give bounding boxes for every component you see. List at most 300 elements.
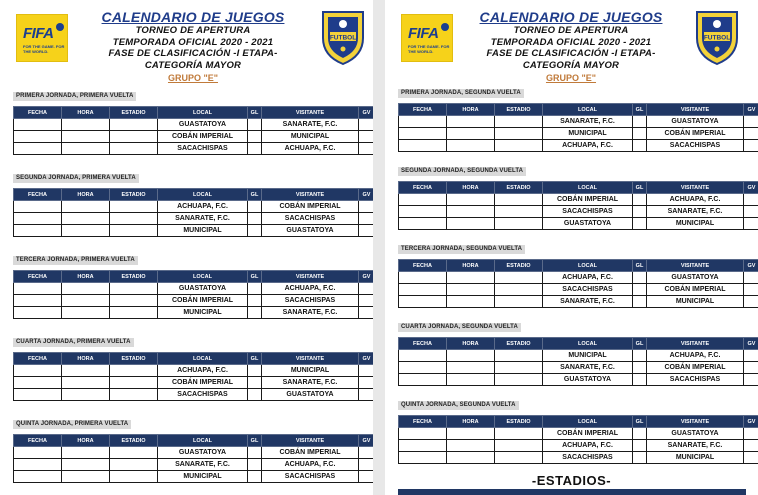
fecha-cell <box>14 447 62 459</box>
table-row <box>14 459 374 471</box>
table-header-row <box>14 189 374 201</box>
page-title: CALENDARIO DE JUEGOS <box>101 9 285 25</box>
matchday-label: CUARTA JORNADA, PRIMERA VUELTA <box>13 338 134 347</box>
estadio-cell <box>110 471 158 483</box>
local-team-cell: SANARATE, F.C. <box>543 362 633 374</box>
visitor-team-cell: GUASTATOYA <box>262 225 359 237</box>
visitor-team-cell: GUASTATOYA <box>647 116 744 128</box>
hora-cell <box>447 194 495 206</box>
visitor-team-cell: ACHUAPA, F.C. <box>647 350 744 362</box>
local-team-cell: SANARATE, F.C. <box>158 459 248 471</box>
column-header: VISITANTE <box>647 416 744 428</box>
column-header: LOCAL <box>158 353 248 365</box>
matchday-label: TERCERA JORNADA, PRIMERA VUELTA <box>13 256 138 265</box>
gv-cell <box>744 296 758 308</box>
column-header: VISITANTE <box>647 260 744 272</box>
table-row <box>14 225 374 237</box>
gl-cell <box>633 116 647 128</box>
table-header-row <box>399 260 758 272</box>
table-header-row <box>14 107 374 119</box>
estadio-cell <box>495 194 543 206</box>
fecha-cell <box>14 295 62 307</box>
gv-cell <box>744 116 758 128</box>
hora-cell <box>62 307 110 319</box>
fecha-cell <box>399 374 447 386</box>
hora-cell <box>62 225 110 237</box>
table-row <box>399 296 758 308</box>
column-header: ESTADIO <box>495 182 543 194</box>
local-team-cell: SACACHISPAS <box>543 452 633 464</box>
column-header: ESTADIO <box>110 189 158 201</box>
estadio-cell <box>110 201 158 213</box>
local-team-cell: SACACHISPAS <box>543 284 633 296</box>
table-row <box>14 365 374 377</box>
fecha-cell <box>14 365 62 377</box>
local-team-cell: MUNICIPAL <box>158 471 248 483</box>
local-team-cell: COBÁN IMPERIAL <box>158 295 248 307</box>
column-header: LOCAL <box>158 107 248 119</box>
fecha-cell <box>14 389 62 401</box>
schedule-page-second-round <box>385 0 758 495</box>
gl-cell <box>633 272 647 284</box>
table-row <box>14 447 374 459</box>
matchday-table <box>398 337 758 386</box>
column-header: GL <box>248 189 262 201</box>
estadio-cell <box>110 119 158 131</box>
gl-cell <box>248 143 262 155</box>
fecha-cell <box>14 131 62 143</box>
column-header: GL <box>633 416 647 428</box>
visitor-team-cell: MUNICIPAL <box>262 131 359 143</box>
hora-cell <box>62 295 110 307</box>
hora-cell <box>447 284 495 296</box>
column-header: VISITANTE <box>262 435 359 447</box>
local-team-cell: MUNICIPAL <box>543 350 633 362</box>
fecha-cell <box>399 206 447 218</box>
table-row <box>14 307 374 319</box>
fecha-cell <box>14 459 62 471</box>
column-header: GV <box>359 271 374 283</box>
column-header: FECHA <box>399 104 447 116</box>
table-row <box>399 272 758 284</box>
hora-cell <box>62 213 110 225</box>
column-header: FECHA <box>399 182 447 194</box>
visitor-team-cell: SANARATE, F.C. <box>647 206 744 218</box>
gl-cell <box>248 201 262 213</box>
local-team-cell: ACHUAPA, F.C. <box>158 201 248 213</box>
gv-cell <box>359 307 374 319</box>
gl-cell <box>633 206 647 218</box>
column-header: FECHA <box>14 189 62 201</box>
estadio-cell <box>495 440 543 452</box>
estadio-cell <box>110 459 158 471</box>
estadio-cell <box>110 447 158 459</box>
hora-cell <box>447 218 495 230</box>
visitor-team-cell: COBÁN IMPERIAL <box>647 284 744 296</box>
hora-cell <box>62 201 110 213</box>
local-team-cell: MUNICIPAL <box>158 225 248 237</box>
gl-cell <box>248 213 262 225</box>
table-row <box>399 116 758 128</box>
fifa-logo-text: FIFA <box>23 25 54 42</box>
fifa-tagline: FOR THE GAME. FOR THE WORLD. <box>23 44 65 54</box>
fifa-logo <box>16 14 68 62</box>
column-header: GV <box>359 353 374 365</box>
table-row <box>399 350 758 362</box>
local-team-cell: GUASTATOYA <box>543 374 633 386</box>
hora-cell <box>447 362 495 374</box>
hora-cell <box>447 452 495 464</box>
column-header: GL <box>248 271 262 283</box>
hora-cell <box>62 447 110 459</box>
estadio-cell <box>495 206 543 218</box>
column-header: GL <box>633 182 647 194</box>
column-header: GL <box>633 104 647 116</box>
column-header: VISITANTE <box>647 338 744 350</box>
column-header: HORA <box>62 189 110 201</box>
estadio-cell <box>495 272 543 284</box>
gv-cell <box>744 206 758 218</box>
visitor-team-cell: ACHUAPA, F.C. <box>647 194 744 206</box>
gl-cell <box>248 307 262 319</box>
column-header: FECHA <box>399 260 447 272</box>
seal-text: FUTBOL <box>703 34 731 42</box>
column-header: GV <box>744 104 758 116</box>
gl-cell <box>248 471 262 483</box>
column-header: HORA <box>62 271 110 283</box>
column-header: VISITANTE <box>262 107 359 119</box>
hora-cell <box>447 116 495 128</box>
column-header: LOCAL <box>543 182 633 194</box>
gl-cell <box>248 365 262 377</box>
visitor-team-cell: GUASTATOYA <box>262 389 359 401</box>
visitor-team-cell: SANARATE, F.C. <box>262 307 359 319</box>
tournament-name: TORNEO DE APERTURA <box>135 25 251 36</box>
federation-seal <box>692 8 742 66</box>
table-row <box>14 213 374 225</box>
matchday-table <box>13 188 373 237</box>
column-header: FECHA <box>399 338 447 350</box>
estadio-cell <box>110 131 158 143</box>
fifa-logo-text: FIFA <box>408 25 439 42</box>
federation-seal-icon <box>692 8 742 66</box>
matchday-table <box>13 434 373 483</box>
fifa-logo <box>401 14 453 62</box>
local-team-cell: SANARATE, F.C. <box>543 296 633 308</box>
column-header: HORA <box>447 338 495 350</box>
column-header: GL <box>633 260 647 272</box>
table-row <box>399 140 758 152</box>
hora-cell <box>62 377 110 389</box>
hora-cell <box>447 128 495 140</box>
stadiums-heading: -ESTADIOS- <box>531 473 612 488</box>
column-header: HORA <box>447 416 495 428</box>
estadio-cell <box>110 389 158 401</box>
table-row <box>14 131 374 143</box>
estadio-cell <box>110 377 158 389</box>
column-header: FECHA <box>14 435 62 447</box>
gv-cell <box>359 471 374 483</box>
gl-cell <box>633 296 647 308</box>
gv-cell <box>744 440 758 452</box>
column-header: ESTADIO <box>110 435 158 447</box>
gl-cell <box>633 284 647 296</box>
header-block <box>464 9 678 83</box>
estadio-cell <box>110 307 158 319</box>
column-header: GV <box>359 189 374 201</box>
column-header: GL <box>248 107 262 119</box>
fecha-cell <box>14 225 62 237</box>
gl-cell <box>633 428 647 440</box>
gv-cell <box>744 128 758 140</box>
gl-cell <box>248 283 262 295</box>
visitor-team-cell: COBÁN IMPERIAL <box>647 362 744 374</box>
fifa-ball-icon <box>441 23 449 31</box>
estadio-cell <box>495 128 543 140</box>
column-header: HORA <box>447 104 495 116</box>
column-header: ESTADIO <box>495 260 543 272</box>
gl-cell <box>633 128 647 140</box>
matchday-label: CUARTA JORNADA, SEGUNDA VUELTA <box>398 323 521 332</box>
column-header: GV <box>744 182 758 194</box>
column-header: LOCAL <box>158 435 248 447</box>
gv-cell <box>359 389 374 401</box>
local-team-cell: SANARATE, F.C. <box>543 116 633 128</box>
column-header: GV <box>359 435 374 447</box>
column-header: FECHA <box>14 353 62 365</box>
estadio-cell <box>495 362 543 374</box>
estadio-cell <box>495 374 543 386</box>
local-team-cell: MUNICIPAL <box>543 128 633 140</box>
gv-cell <box>359 377 374 389</box>
visitor-team-cell: GUASTATOYA <box>647 428 744 440</box>
table-header-row <box>14 271 374 283</box>
gl-cell <box>633 194 647 206</box>
matchday-table <box>398 181 758 230</box>
visitor-team-cell: COBÁN IMPERIAL <box>262 201 359 213</box>
hora-cell <box>62 131 110 143</box>
gv-cell <box>744 452 758 464</box>
column-header: HORA <box>62 107 110 119</box>
table-row <box>14 201 374 213</box>
table-header-row <box>399 104 758 116</box>
column-header: GL <box>633 338 647 350</box>
column-header: LOCAL <box>158 189 248 201</box>
table-row <box>399 428 758 440</box>
local-team-cell: SACACHISPAS <box>543 206 633 218</box>
matchday-label: SEGUNDA JORNADA, PRIMERA VUELTA <box>13 174 139 183</box>
column-header: HORA <box>447 260 495 272</box>
matchday-label: PRIMERA JORNADA, SEGUNDA VUELTA <box>398 89 524 98</box>
column-header: ESTADIO <box>110 271 158 283</box>
table-row <box>399 218 758 230</box>
matchday-label: PRIMERA JORNADA, PRIMERA VUELTA <box>13 92 136 101</box>
hora-cell <box>447 140 495 152</box>
matchday-label: TERCERA JORNADA, SEGUNDA VUELTA <box>398 245 525 254</box>
hora-cell <box>447 440 495 452</box>
fecha-cell <box>14 143 62 155</box>
visitor-team-cell: SACACHISPAS <box>647 374 744 386</box>
table-row <box>399 452 758 464</box>
table-header-row <box>399 338 758 350</box>
gv-cell <box>359 201 374 213</box>
gl-cell <box>248 225 262 237</box>
fecha-cell <box>399 440 447 452</box>
visitor-team-cell: SANARATE, F.C. <box>262 377 359 389</box>
column-header: FECHA <box>14 271 62 283</box>
page-divider <box>373 0 385 495</box>
gv-cell <box>359 447 374 459</box>
table-row <box>14 119 374 131</box>
fecha-cell <box>399 428 447 440</box>
hora-cell <box>62 389 110 401</box>
federation-seal-icon <box>318 8 368 66</box>
estadio-cell <box>495 140 543 152</box>
estadio-cell <box>110 225 158 237</box>
gv-cell <box>744 194 758 206</box>
fecha-cell <box>399 128 447 140</box>
visitor-team-cell: SACACHISPAS <box>262 295 359 307</box>
column-header: ESTADIO <box>495 338 543 350</box>
estadio-cell <box>495 428 543 440</box>
matchday-table <box>13 270 373 319</box>
visitor-team-cell: MUNICIPAL <box>262 365 359 377</box>
fecha-cell <box>14 283 62 295</box>
estadio-cell <box>495 284 543 296</box>
column-header: GV <box>744 260 758 272</box>
column-header: VISITANTE <box>262 189 359 201</box>
fifa-ball-icon <box>56 23 64 31</box>
estadio-cell <box>495 218 543 230</box>
column-header: VISITANTE <box>647 182 744 194</box>
fecha-cell <box>399 350 447 362</box>
stadiums-table-header <box>398 489 746 495</box>
local-team-cell: ACHUAPA, F.C. <box>543 140 633 152</box>
gv-cell <box>744 350 758 362</box>
hora-cell <box>62 471 110 483</box>
visitor-team-cell: ACHUAPA, F.C. <box>262 283 359 295</box>
phase: FASE DE CLASIFICACIÓN -I ETAPA- <box>486 48 656 59</box>
fecha-cell <box>399 272 447 284</box>
table-row <box>14 283 374 295</box>
gl-cell <box>633 140 647 152</box>
local-team-cell: COBÁN IMPERIAL <box>543 428 633 440</box>
gv-cell <box>359 225 374 237</box>
local-team-cell: ACHUAPA, F.C. <box>543 272 633 284</box>
federation-seal <box>318 8 368 66</box>
visitor-team-cell: SACACHISPAS <box>262 213 359 225</box>
local-team-cell: COBÁN IMPERIAL <box>543 194 633 206</box>
column-header: FECHA <box>399 416 447 428</box>
hora-cell <box>447 206 495 218</box>
phase: FASE DE CLASIFICACIÓN -I ETAPA- <box>108 48 278 59</box>
matchday-label: QUINTA JORNADA, PRIMERA VUELTA <box>13 420 131 429</box>
gl-cell <box>633 452 647 464</box>
fecha-cell <box>14 377 62 389</box>
gl-cell <box>248 131 262 143</box>
gv-cell <box>744 272 758 284</box>
column-header: LOCAL <box>543 338 633 350</box>
fecha-cell <box>399 218 447 230</box>
hora-cell <box>447 296 495 308</box>
matchday-table <box>398 259 758 308</box>
season: TEMPORADA OFICIAL 2020 - 2021 <box>112 36 274 48</box>
estadio-cell <box>110 213 158 225</box>
gl-cell <box>248 447 262 459</box>
column-header: GV <box>744 416 758 428</box>
column-header: GV <box>744 338 758 350</box>
table-row <box>14 143 374 155</box>
fecha-cell <box>399 296 447 308</box>
category: CATEGORÍA MAYOR <box>144 59 242 71</box>
column-header: ESTADIO <box>110 107 158 119</box>
gv-cell <box>359 365 374 377</box>
local-team-cell: ACHUAPA, F.C. <box>543 440 633 452</box>
table-row <box>14 377 374 389</box>
local-team-cell: COBÁN IMPERIAL <box>158 131 248 143</box>
hora-cell <box>447 428 495 440</box>
column-header: HORA <box>447 182 495 194</box>
gv-cell <box>744 140 758 152</box>
local-team-cell: GUASTATOYA <box>543 218 633 230</box>
fecha-cell <box>14 213 62 225</box>
gl-cell <box>248 377 262 389</box>
matchday-label: QUINTA JORNADA, SEGUNDA VUELTA <box>398 401 519 410</box>
gv-cell <box>744 218 758 230</box>
hora-cell <box>62 459 110 471</box>
local-team-cell: SANARATE, F.C. <box>158 213 248 225</box>
local-team-cell: ACHUAPA, F.C. <box>158 365 248 377</box>
local-team-cell: GUASTATOYA <box>158 119 248 131</box>
table-row <box>14 389 374 401</box>
gl-cell <box>248 295 262 307</box>
visitor-team-cell: GUASTATOYA <box>647 272 744 284</box>
fecha-cell <box>399 140 447 152</box>
table-row <box>399 206 758 218</box>
gv-cell <box>359 459 374 471</box>
column-header: GL <box>248 353 262 365</box>
matchday-label: SEGUNDA JORNADA, SEGUNDA VUELTA <box>398 167 526 176</box>
column-header: HORA <box>62 435 110 447</box>
fecha-cell <box>399 452 447 464</box>
fecha-cell <box>14 119 62 131</box>
table-row <box>14 471 374 483</box>
table-row <box>399 284 758 296</box>
visitor-team-cell: MUNICIPAL <box>647 452 744 464</box>
fecha-cell <box>14 307 62 319</box>
visitor-team-cell: ACHUAPA, F.C. <box>262 459 359 471</box>
gv-cell <box>359 213 374 225</box>
local-team-cell: GUASTATOYA <box>158 283 248 295</box>
visitor-team-cell: MUNICIPAL <box>647 218 744 230</box>
column-header: VISITANTE <box>647 104 744 116</box>
gv-cell <box>744 284 758 296</box>
column-header: FECHA <box>14 107 62 119</box>
gl-cell <box>633 218 647 230</box>
column-header: GL <box>248 435 262 447</box>
column-header: LOCAL <box>543 416 633 428</box>
table-row <box>14 295 374 307</box>
gv-cell <box>359 283 374 295</box>
hora-cell <box>62 283 110 295</box>
column-header: ESTADIO <box>495 416 543 428</box>
hora-cell <box>62 143 110 155</box>
table-header-row <box>399 416 758 428</box>
fecha-cell <box>399 194 447 206</box>
gv-cell <box>359 143 374 155</box>
hora-cell <box>62 119 110 131</box>
gl-cell <box>633 374 647 386</box>
